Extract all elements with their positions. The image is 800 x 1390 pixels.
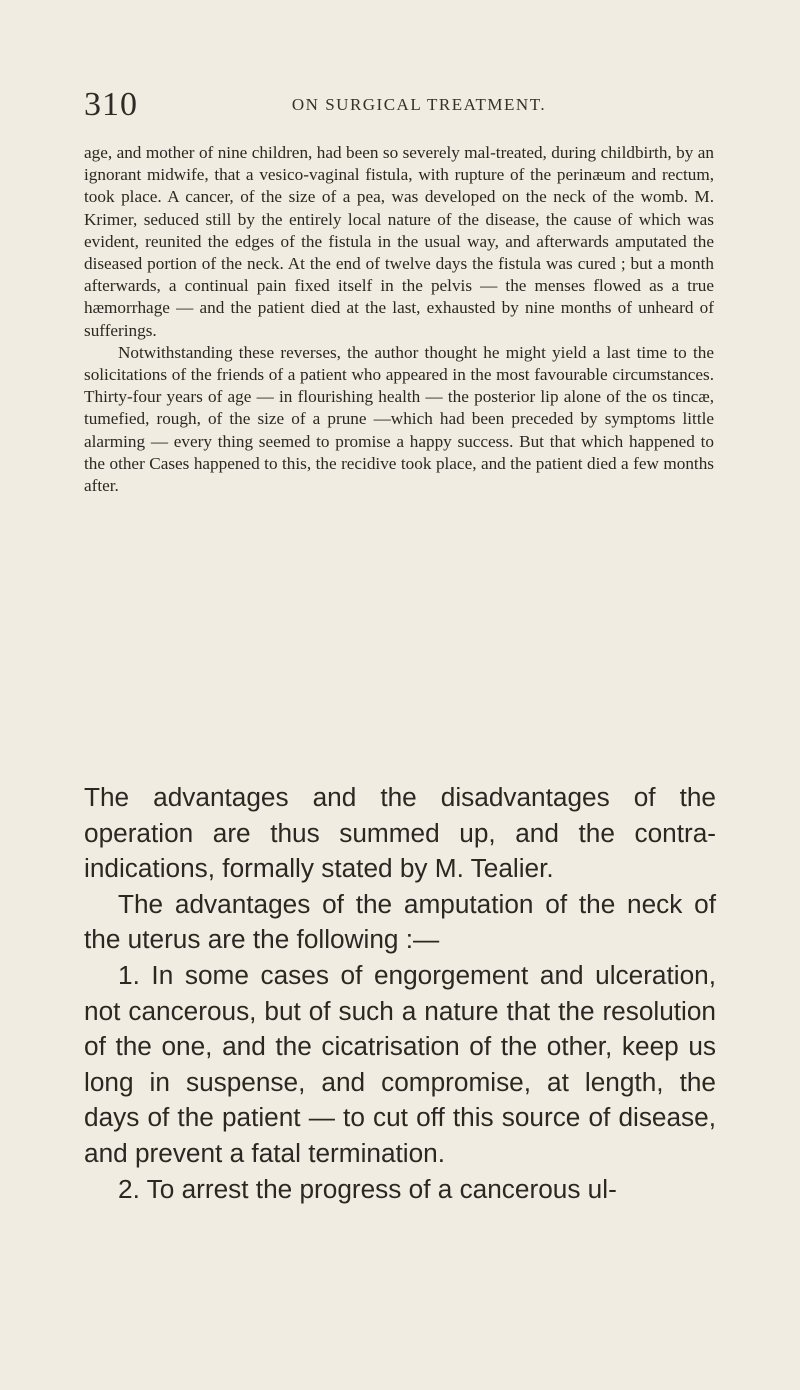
large-print-section (84, 780, 716, 1207)
paragraph-advantage-1: 1. In some cases of engorgement and ulceration, not cancerous, but of such a nature that the resolution of the one, and the cicatrisation of the other, keep us long in suspense, and compromise, at length, the days of the patient — to cut off this source of disease, and prevent a fatal termination. (84, 959, 716, 1168)
paragraph-advantages-intro: The advantages of the amputation of the neck of the uterus are the following :— (84, 888, 716, 955)
small-print-section (84, 142, 714, 497)
page-number: 310 (84, 86, 138, 123)
paragraph-summary: The advantages and the disadvantages of the operation are thus summed up, and the contra-indications, formally stated by M. Tealier. (84, 782, 716, 884)
paragraph-reverses: Notwithstanding these reverses, the author thought he might yield a last time to the solicitations of the friends of a patient who appeared in the most favourable circumstances. Thirty-four years of age — in flourishing health — the posterior lip alone of the os tincæ, tumefied, rough, of the size of a prune —which had been preceded by symptoms little alarming — every thing seemed to promise a happy success. But that which happened to the other Cases happened to this, the recidive took place, and the patient died a few months after. (84, 342, 714, 496)
page-header (84, 86, 714, 126)
running-title: ON SURGICAL TREATMENT. (291, 95, 547, 114)
paragraph-case-history: age, and mother of nine children, had been so severely mal-treated, during childbirth, by an ignorant midwife, that a vesico-vaginal fistula, with rupture of the perinæum and rectum, took place. A cancer, of the size of a pea, was developed on the neck of the womb. M. Krimer, seduced still by the entirely local nature of the disease, the cause of which was evident, reunited the edges of the fistula in the usual way, and afterwards amputated the diseased portion of the neck. At the end of twelve days the fistula was cured ; but a month afterwards, a continual pain fixed itself in the pelvis — the menses flowed as a true hæmorrhage — and the patient died at the last, exhausted by nine months of unheard of sufferings. (84, 143, 714, 340)
paragraph-advantage-2: 2. To arrest the progress of a cancerous ul- (118, 1173, 617, 1204)
